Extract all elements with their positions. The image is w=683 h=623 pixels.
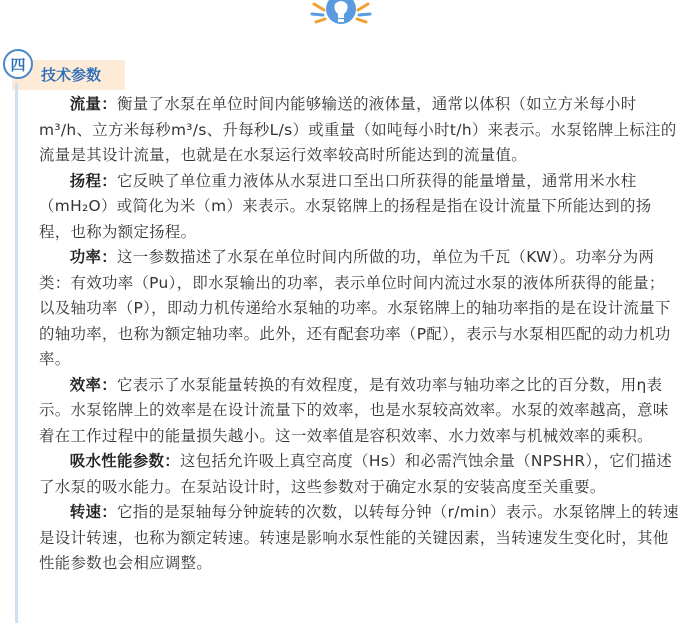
term-label: 流量： [69,95,118,113]
paragraph-text: 它反映了单位重力液体从水泵进口至出口所获得的能量增量，通常用米水柱（mH₂O）或简化为米（m）来表示。水泵铭牌上的扬程是指在设计流量下所能达到的扬程，也称为额定扬程。 [39,171,652,241]
paragraph-head [39,169,679,246]
lightbulb-ornament-icon [296,0,386,26]
paragraph-flow [39,92,679,169]
section-number-badge: 四 [3,49,33,79]
section-header [3,49,133,85]
paragraph-speed [39,500,679,577]
left-accent-rule [15,83,18,623]
paragraph-text: 它指的是泵轴每分钟旋转的次数，以转每分钟（r/min）表示。水泵铭牌上的转速是设计转速，也称为额定转速。转速是影响水泵性能的关键因素，当转速发生变化时，其他性能参数也会相应调整。 [39,503,679,572]
term-label: 吸水性能参数： [69,452,180,470]
paragraph-text: 它表示了水泵能量转换的有效程度，是有效功率与轴功率之比的百分数，用η表示。水泵铭牌上的效率是在设计流量下的效率，也是水泵较高效率。水泵的效率越高，意味着在工作过程中的能量损失越小。这一效率值是容积效率、水力效率与机械效率的乘积。 [39,375,669,445]
paragraph-efficiency [39,373,679,450]
term-label: 功率： [69,248,118,266]
paragraph-text: 这包括允许吸上真空高度（Hs）和必需汽蚀余量（NPSHR），它们描述了水泵的吸水能力。在泵站设计时，这些参数对于确定水泵的安装高度至关重要。 [39,452,673,496]
paragraph-text: 衡量了水泵在单位时间内能够输送的液体量，通常以体积（如立方米每小时m³/h、立方米每秒m³/s、升每秒L/s）或重量（如吨每小时t/h）来表示。水泵铭牌上标注的流量是其设计流量，也就是在水泵运行效率较高时所能达到的流量值。 [39,95,677,164]
paragraph-text: 这一参数描述了水泵在单位时间内所做的功，单位为千瓦（KW）。功率分为两类：有效功率（Pu），即水泵输出的功率，表示单位时间内流过水泵的液体所获得的能量；以及轴功率（P），即动力机传递给水泵轴的功率。水泵铭牌上的轴功率指的是在设计流量下的轴功率，也称为额定轴功率。此外，还有配套功率（P配），表示与水泵相匹配的动力机功率。 [39,248,671,368]
paragraph-power [39,245,679,373]
term-label: 效率： [69,375,118,394]
term-label: 扬程： [69,171,118,190]
term-label: 转速： [69,503,118,521]
parameters-content [39,92,679,577]
section-title: 技术参数 [12,60,125,90]
paragraph-suction [39,449,679,500]
